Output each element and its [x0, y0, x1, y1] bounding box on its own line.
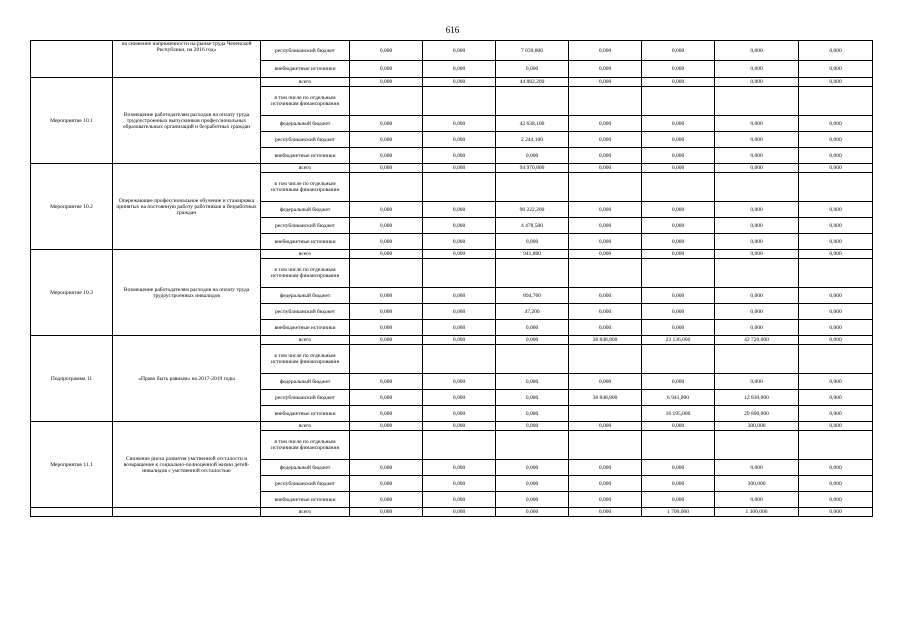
amount-cell: 38 848,800: [569, 390, 642, 406]
amount-cell: 0,000: [715, 250, 799, 259]
amount-cell: [350, 345, 423, 374]
funding-source: всего: [261, 250, 350, 259]
amount-cell: [350, 173, 423, 202]
amount-cell: [642, 87, 715, 116]
amount-cell: [350, 431, 423, 460]
table-row: [31, 422, 873, 431]
amount-cell: 0,000: [423, 320, 496, 336]
amount-cell: [496, 431, 569, 460]
amount-cell: 0,000: [423, 132, 496, 148]
funding-source: всего: [261, 422, 350, 431]
amount-cell: 0,000: [642, 148, 715, 164]
funding-source: внебюджетные источники: [261, 320, 350, 336]
amount-cell: 0,000: [350, 132, 423, 148]
amount-cell: 0,000: [350, 288, 423, 304]
table-row: [31, 78, 873, 87]
amount-cell: [799, 345, 873, 374]
amount-cell: 0,000: [642, 218, 715, 234]
amount-cell: 0,000: [423, 288, 496, 304]
amount-cell: 0,000: [799, 202, 873, 218]
amount-cell: 0,000: [642, 288, 715, 304]
amount-cell: 0,000: [496, 508, 569, 517]
amount-cell: 0,000: [569, 61, 642, 78]
amount-cell: 0,000: [799, 320, 873, 336]
amount-cell: 0,000: [799, 78, 873, 87]
measure-title: [113, 508, 261, 517]
amount-cell: [799, 87, 873, 116]
amount-cell: [350, 87, 423, 116]
amount-cell: [715, 345, 799, 374]
amount-cell: 0,000: [799, 406, 873, 422]
amount-cell: 0,000: [569, 422, 642, 431]
amount-cell: 0,000: [423, 374, 496, 390]
amount-cell: 0,000: [569, 508, 642, 517]
amount-cell: 90 222,200: [496, 202, 569, 218]
amount-cell: 2 244,100: [496, 132, 569, 148]
amount-cell: [496, 345, 569, 374]
measure-name: Мероприятие 10.2: [31, 164, 113, 250]
funding-source: внебюджетные источники: [261, 406, 350, 422]
amount-cell: 0,000: [569, 234, 642, 250]
amount-cell: 0,000: [496, 390, 569, 406]
funding-source: в том числе по отдельным источникам финансирования: [261, 259, 350, 288]
amount-cell: 0,000: [715, 304, 799, 320]
amount-cell: [423, 345, 496, 374]
amount-cell: 0,000: [423, 148, 496, 164]
amount-cell: 0,000: [423, 202, 496, 218]
amount-cell: 0,000: [569, 78, 642, 87]
amount-cell: 0,000: [715, 320, 799, 336]
amount-cell: 0,000: [642, 422, 715, 431]
amount-cell: 0,000: [496, 234, 569, 250]
amount-cell: 0,000: [350, 218, 423, 234]
measure-name: [31, 41, 113, 78]
amount-cell: [799, 173, 873, 202]
amount-cell: 1 700,000: [642, 508, 715, 517]
amount-cell: 0,000: [423, 476, 496, 492]
table-row: [31, 250, 873, 259]
funding-source: федеральный бюджет: [261, 460, 350, 476]
amount-cell: 0,000: [569, 460, 642, 476]
amount-cell: 16 195,000: [642, 406, 715, 422]
amount-cell: 0,000: [423, 41, 496, 61]
amount-cell: 23 136,000: [642, 336, 715, 345]
amount-cell: 0,000: [423, 61, 496, 78]
amount-cell: 0,000: [496, 61, 569, 78]
amount-cell: 0,000: [799, 250, 873, 259]
amount-cell: 0,000: [715, 218, 799, 234]
amount-cell: [496, 87, 569, 116]
table-row: [31, 508, 873, 517]
amount-cell: 0,000: [496, 422, 569, 431]
measure-title: Снижение риска развития умственной отсталости и возвращение к социально-полноценной жизни детей-инвалидов с умственной отсталостью: [113, 422, 261, 508]
amount-cell: 0,000: [423, 460, 496, 476]
amount-cell: 0,000: [423, 250, 496, 259]
amount-cell: 4 478,500: [496, 218, 569, 234]
measure-title: «Право быть равным» на 2017-2019 годы: [113, 336, 261, 422]
amount-cell: [715, 87, 799, 116]
amount-cell: 7 039,800: [496, 41, 569, 61]
amount-cell: 0,000: [642, 304, 715, 320]
funding-source: внебюджетные источники: [261, 234, 350, 250]
measure-name: [31, 508, 113, 517]
amount-cell: 894,700: [496, 288, 569, 304]
amount-cell: 0,000: [642, 460, 715, 476]
amount-cell: 0,000: [569, 288, 642, 304]
funding-source: республиканский бюджет: [261, 304, 350, 320]
funding-source: внебюджетные источники: [261, 492, 350, 508]
amount-cell: [350, 259, 423, 288]
amount-cell: [715, 173, 799, 202]
funding-source: всего: [261, 508, 350, 517]
amount-cell: 0,000: [715, 132, 799, 148]
amount-cell: [569, 87, 642, 116]
amount-cell: 0,000: [350, 234, 423, 250]
amount-cell: 0,000: [799, 492, 873, 508]
funding-source: федеральный бюджет: [261, 288, 350, 304]
amount-cell: 0,000: [423, 492, 496, 508]
measure-name: Мероприятие 11.1: [31, 422, 113, 508]
amount-cell: 47,200: [496, 304, 569, 320]
amount-cell: 0,000: [642, 320, 715, 336]
amount-cell: [496, 259, 569, 288]
amount-cell: 0,000: [569, 476, 642, 492]
amount-cell: 0,000: [350, 41, 423, 61]
amount-cell: [569, 173, 642, 202]
amount-cell: 0,000: [350, 336, 423, 345]
amount-cell: [799, 431, 873, 460]
amount-cell: 0,000: [799, 61, 873, 78]
amount-cell: 300,000: [715, 422, 799, 431]
amount-cell: 0,000: [350, 406, 423, 422]
amount-cell: 0,000: [423, 116, 496, 132]
funding-source: в том числе по отдельным источникам финансирования: [261, 431, 350, 460]
amount-cell: [715, 431, 799, 460]
amount-cell: 0,000: [715, 164, 799, 173]
amount-cell: 0,000: [715, 202, 799, 218]
amount-cell: [423, 431, 496, 460]
measure-title: Возмещение работодателям расходов на оплату труда трудоустроенных выпускников профессиональных образовательных организаций и безработных граждан: [113, 78, 261, 164]
amount-cell: 0,000: [569, 492, 642, 508]
amount-cell: [423, 173, 496, 202]
amount-cell: 0,000: [799, 422, 873, 431]
amount-cell: 44 882,200: [496, 78, 569, 87]
amount-cell: 0,000: [350, 508, 423, 517]
amount-cell: 0,000: [496, 148, 569, 164]
funding-source: республиканский бюджет: [261, 132, 350, 148]
amount-cell: 0,000: [496, 406, 569, 422]
amount-cell: 0,000: [715, 41, 799, 61]
funding-source: федеральный бюджет: [261, 202, 350, 218]
amount-cell: 0,000: [799, 374, 873, 390]
amount-cell: 0,000: [350, 304, 423, 320]
amount-cell: 0,000: [799, 164, 873, 173]
amount-cell: 0,000: [423, 422, 496, 431]
amount-cell: 0,000: [799, 508, 873, 517]
amount-cell: 38 848,800: [569, 336, 642, 345]
funding-source: внебюджетные источники: [261, 148, 350, 164]
amount-cell: 0,000: [350, 390, 423, 406]
amount-cell: 0,000: [642, 202, 715, 218]
funding-source: всего: [261, 78, 350, 87]
amount-cell: 0,000: [496, 374, 569, 390]
amount-cell: 0,000: [350, 374, 423, 390]
amount-cell: 29 890,000: [715, 406, 799, 422]
amount-cell: 94 970,800: [496, 164, 569, 173]
amount-cell: 0,000: [799, 288, 873, 304]
amount-cell: 0,000: [350, 460, 423, 476]
amount-cell: 0,000: [423, 78, 496, 87]
funding-source: всего: [261, 164, 350, 173]
amount-cell: 0,000: [350, 476, 423, 492]
amount-cell: 0,000: [642, 78, 715, 87]
amount-cell: 0,000: [799, 132, 873, 148]
measure-title: на снижение напряженности на рынке труда Чеченской Республики, на 2016 год»: [113, 41, 261, 78]
amount-cell: 0,000: [569, 116, 642, 132]
amount-cell: 0,000: [642, 116, 715, 132]
amount-cell: 0,000: [799, 116, 873, 132]
funding-source: республиканский бюджет: [261, 476, 350, 492]
amount-cell: 0,000: [642, 234, 715, 250]
amount-cell: 0,000: [642, 164, 715, 173]
funding-source: республиканский бюджет: [261, 41, 350, 61]
amount-cell: [715, 259, 799, 288]
amount-cell: 0,000: [569, 250, 642, 259]
amount-cell: [569, 431, 642, 460]
amount-cell: 0,000: [642, 250, 715, 259]
amount-cell: 0,000: [799, 234, 873, 250]
amount-cell: 0,000: [799, 218, 873, 234]
amount-cell: 0,000: [350, 61, 423, 78]
amount-cell: 0,000: [642, 132, 715, 148]
amount-cell: 0,000: [799, 476, 873, 492]
funding-source: федеральный бюджет: [261, 374, 350, 390]
amount-cell: 0,000: [496, 320, 569, 336]
amount-cell: 0,000: [642, 492, 715, 508]
amount-cell: 0,000: [569, 41, 642, 61]
table-row: [31, 164, 873, 173]
amount-cell: 0,000: [496, 460, 569, 476]
amount-cell: 0,000: [569, 374, 642, 390]
amount-cell: [642, 431, 715, 460]
amount-cell: [496, 173, 569, 202]
amount-cell: 0,000: [799, 148, 873, 164]
amount-cell: 0,000: [569, 132, 642, 148]
budget-table: [30, 40, 873, 517]
amount-cell: 0,000: [642, 61, 715, 78]
amount-cell: 0,000: [715, 374, 799, 390]
amount-cell: [642, 173, 715, 202]
amount-cell: 0,000: [799, 41, 873, 61]
funding-source: республиканский бюджет: [261, 390, 350, 406]
amount-cell: 0,000: [496, 336, 569, 345]
amount-cell: [423, 87, 496, 116]
funding-source: в том числе по отдельным источникам финансирования: [261, 173, 350, 202]
funding-source: федеральный бюджет: [261, 116, 350, 132]
amount-cell: 0,000: [569, 218, 642, 234]
amount-cell: 0,000: [799, 390, 873, 406]
amount-cell: 0,000: [423, 234, 496, 250]
amount-cell: 0,000: [423, 218, 496, 234]
amount-cell: 0,000: [350, 422, 423, 431]
amount-cell: 0,000: [715, 148, 799, 164]
amount-cell: 0,000: [496, 476, 569, 492]
amount-cell: 0,000: [715, 61, 799, 78]
amount-cell: 1 300,000: [715, 508, 799, 517]
amount-cell: 0,000: [715, 234, 799, 250]
amount-cell: 0,000: [350, 202, 423, 218]
amount-cell: 0,000: [715, 116, 799, 132]
measure-name: Подпрограмма 11: [31, 336, 113, 422]
amount-cell: 0,000: [715, 492, 799, 508]
amount-cell: [423, 259, 496, 288]
amount-cell: 0,000: [423, 390, 496, 406]
amount-cell: 0,000: [799, 336, 873, 345]
amount-cell: 0,000: [350, 250, 423, 259]
amount-cell: 0,000: [423, 406, 496, 422]
funding-source: внебюджетные источники: [261, 61, 350, 78]
amount-cell: [799, 259, 873, 288]
amount-cell: 0,000: [569, 202, 642, 218]
amount-cell: [569, 259, 642, 288]
amount-cell: [569, 406, 642, 422]
funding-source: в том числе по отдельным источникам финансирования: [261, 87, 350, 116]
table-row: [31, 41, 873, 61]
amount-cell: 0,000: [350, 320, 423, 336]
amount-cell: 0,000: [642, 476, 715, 492]
amount-cell: 0,000: [715, 78, 799, 87]
amount-cell: 42 638,100: [496, 116, 569, 132]
amount-cell: 300,000: [715, 476, 799, 492]
amount-cell: 0,000: [350, 164, 423, 173]
funding-source: всего: [261, 336, 350, 345]
amount-cell: 0,000: [642, 374, 715, 390]
amount-cell: 0,000: [569, 148, 642, 164]
amount-cell: 0,000: [569, 320, 642, 336]
amount-cell: 42 720,000: [715, 336, 799, 345]
table-row: [31, 336, 873, 345]
amount-cell: 0,000: [423, 336, 496, 345]
measure-title: Возмещение работодателям расходов на оплату труда трудоустроенных инвалидов: [113, 250, 261, 336]
measure-title: Опережающее профессиональное обучение и стажировка принятых на постоянную работу работников и безработных граждан: [113, 164, 261, 250]
amount-cell: 0,000: [715, 288, 799, 304]
amount-cell: 0,000: [350, 148, 423, 164]
page-number: 616: [445, 25, 460, 35]
amount-cell: 0,000: [642, 41, 715, 61]
amount-cell: [569, 345, 642, 374]
amount-cell: 0,000: [350, 492, 423, 508]
amount-cell: 0,000: [423, 304, 496, 320]
amount-cell: 12 830,000: [715, 390, 799, 406]
funding-source: в том числе по отдельным источникам финансирования: [261, 345, 350, 374]
amount-cell: 0,000: [350, 78, 423, 87]
amount-cell: 0,000: [423, 508, 496, 517]
amount-cell: 6 941,000: [642, 390, 715, 406]
amount-cell: 0,000: [715, 460, 799, 476]
measure-name: Мероприятие 10.3: [31, 250, 113, 336]
amount-cell: [642, 259, 715, 288]
amount-cell: 941,800: [496, 250, 569, 259]
amount-cell: 0,000: [350, 116, 423, 132]
amount-cell: 0,000: [799, 460, 873, 476]
amount-cell: 0,000: [799, 304, 873, 320]
amount-cell: 0,000: [569, 164, 642, 173]
amount-cell: 0,000: [423, 164, 496, 173]
amount-cell: 0,000: [569, 304, 642, 320]
amount-cell: [642, 345, 715, 374]
amount-cell: 0,000: [496, 492, 569, 508]
funding-source: республиканский бюджет: [261, 218, 350, 234]
measure-name: Мероприятие 10.1: [31, 78, 113, 164]
